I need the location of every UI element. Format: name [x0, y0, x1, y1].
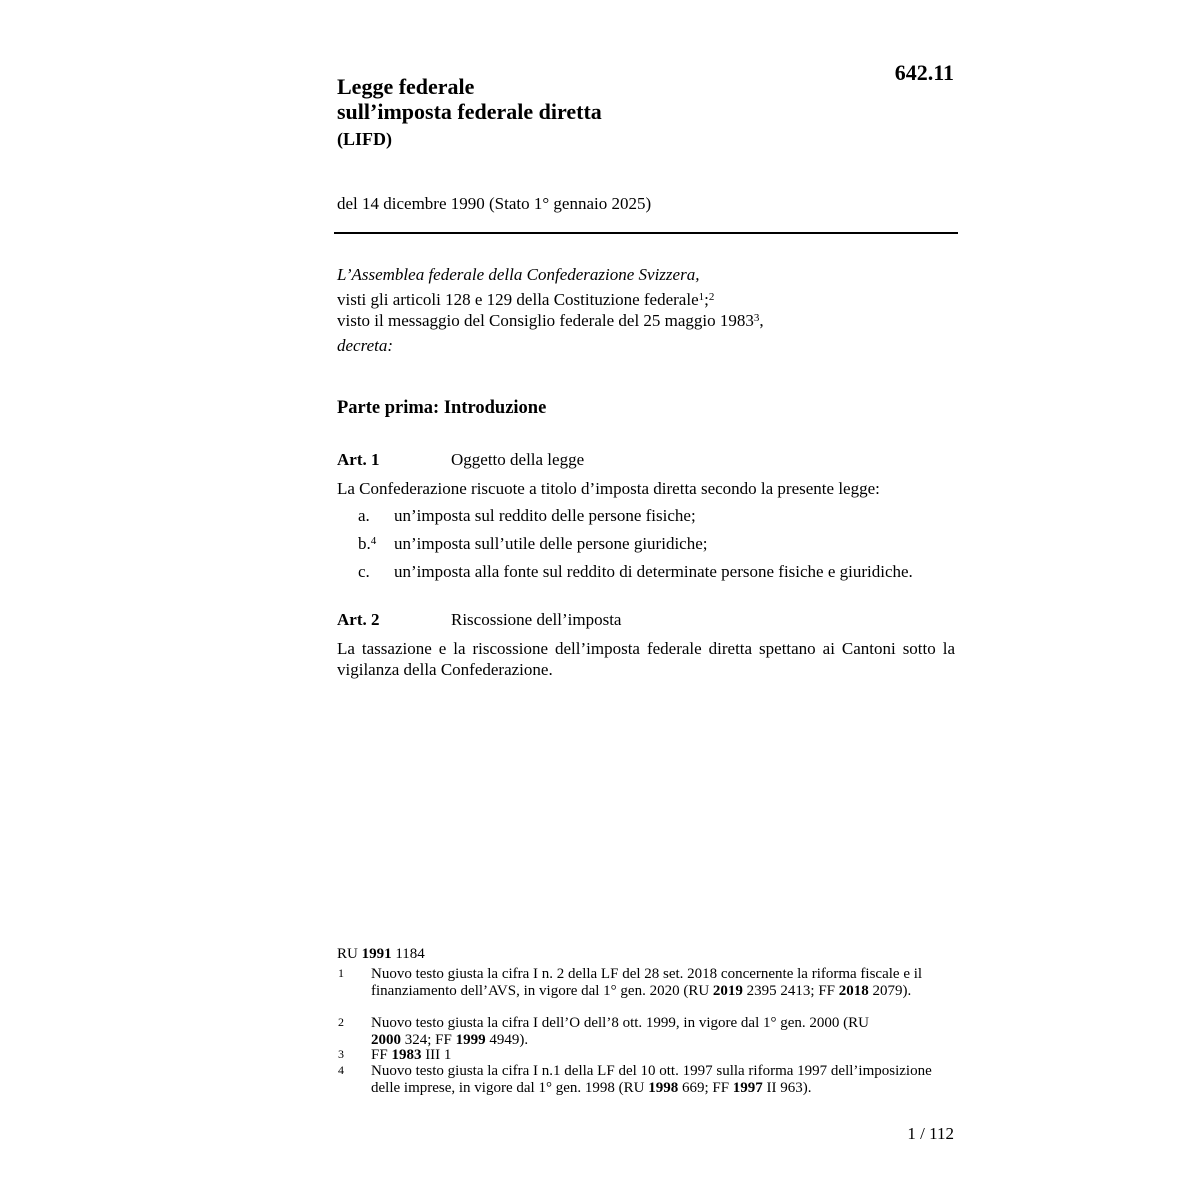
footnote-ref-3[interactable]: 3: [753, 312, 760, 324]
header-divider: [334, 232, 958, 234]
footnote-ref-4[interactable]: 4: [370, 535, 377, 547]
article-1-intro: La Confederazione riscuote a titolo d’imposta diretta secondo la presente legge:: [337, 479, 880, 498]
footnote-number: 4: [338, 1063, 344, 1077]
footnote-text: Nuovo testo giusta la cifra I dell’O dell’8 ott. 1999, in vigore dal 1° gen. 2000 (RU 2000 324; FF 1999 4949).: [371, 1015, 869, 1048]
list-item-marker: a.: [358, 506, 370, 525]
footnote-text: Nuovo testo giusta la cifra I n. 2 della LF del 28 set. 2018 concernente la riforma fiscale e il finanziamento dell’AVS, in vigore dal 1° gen. 2020 (RU 2019 2395 2413; FF 2018 2079).: [371, 966, 923, 999]
visti-text: visti gli articoli 128 e 129 della Costituzione federale: [337, 290, 699, 309]
footnote-number: 3: [338, 1047, 344, 1061]
list-item: [0, 534, 1200, 556]
title-line-2: sull’imposta federale diretta: [337, 99, 602, 124]
article-2-text: La tassazione e la riscossione dell’imposta federale diretta spettano ai Cantoni sotto la vigilanza della Confederazione.: [337, 639, 955, 679]
footnote-number: 2: [338, 1015, 344, 1029]
messaggio-end: ,: [759, 311, 764, 330]
visti-separator: ;: [704, 290, 709, 309]
footnote-number: 1: [338, 966, 344, 980]
law-title: [337, 74, 602, 124]
article-2-title: Riscossione dell’imposta: [451, 610, 622, 629]
page-number: 1 / 112: [907, 1124, 954, 1143]
preamble-visti: [337, 289, 764, 310]
preamble-messaggio: [337, 310, 764, 331]
preamble-decreta: decreta:: [337, 336, 394, 355]
article-2-number: Art. 2: [337, 610, 380, 629]
law-abbreviation: (LIFD): [337, 129, 392, 149]
part-heading: Parte prima: Introduzione: [337, 398, 547, 418]
ru-reference: RU 1991 1184: [337, 946, 425, 962]
list-item-marker: c.: [358, 562, 370, 581]
preamble-assembly: L’Assemblea federale della Confederazione Svizzera,: [337, 265, 700, 284]
footnote-text: FF 1983 III 1: [371, 1047, 452, 1063]
footnote-text: Nuovo testo giusta la cifra I n.1 della LF del 10 ott. 1997 sulla riforma 1997 dell’imposizione delle imprese, in vigore dal 1° gen. 1998 (RU 1998 669; FF 1997 II 963).: [371, 1063, 932, 1096]
article-1-title: Oggetto della legge: [451, 450, 585, 469]
messaggio-text: visto il messaggio del Consiglio federale del 25 maggio 1983: [337, 311, 754, 330]
list-item: [0, 562, 1200, 584]
list-item-text: un’imposta sull’utile delle persone giuridiche;: [394, 534, 708, 553]
footnote-ref-1[interactable]: 1: [698, 291, 705, 303]
date-status-line: del 14 dicembre 1990 (Stato 1° gennaio 2025): [337, 194, 652, 213]
sr-number: 642.11: [894, 60, 954, 85]
list-item-marker: b.$^4$: [358, 534, 377, 553]
list-item: [0, 506, 1200, 528]
preamble: [337, 264, 764, 356]
article-1-number: Art. 1: [337, 450, 380, 469]
list-item-text: un’imposta alla fonte sul reddito di determinate persone fisiche e giuridiche.: [394, 562, 913, 581]
footnote-ref-2[interactable]: 2: [708, 291, 715, 303]
list-item-text: un’imposta sul reddito delle persone fisiche;: [394, 506, 696, 525]
title-line-1: Legge federale: [337, 74, 475, 99]
